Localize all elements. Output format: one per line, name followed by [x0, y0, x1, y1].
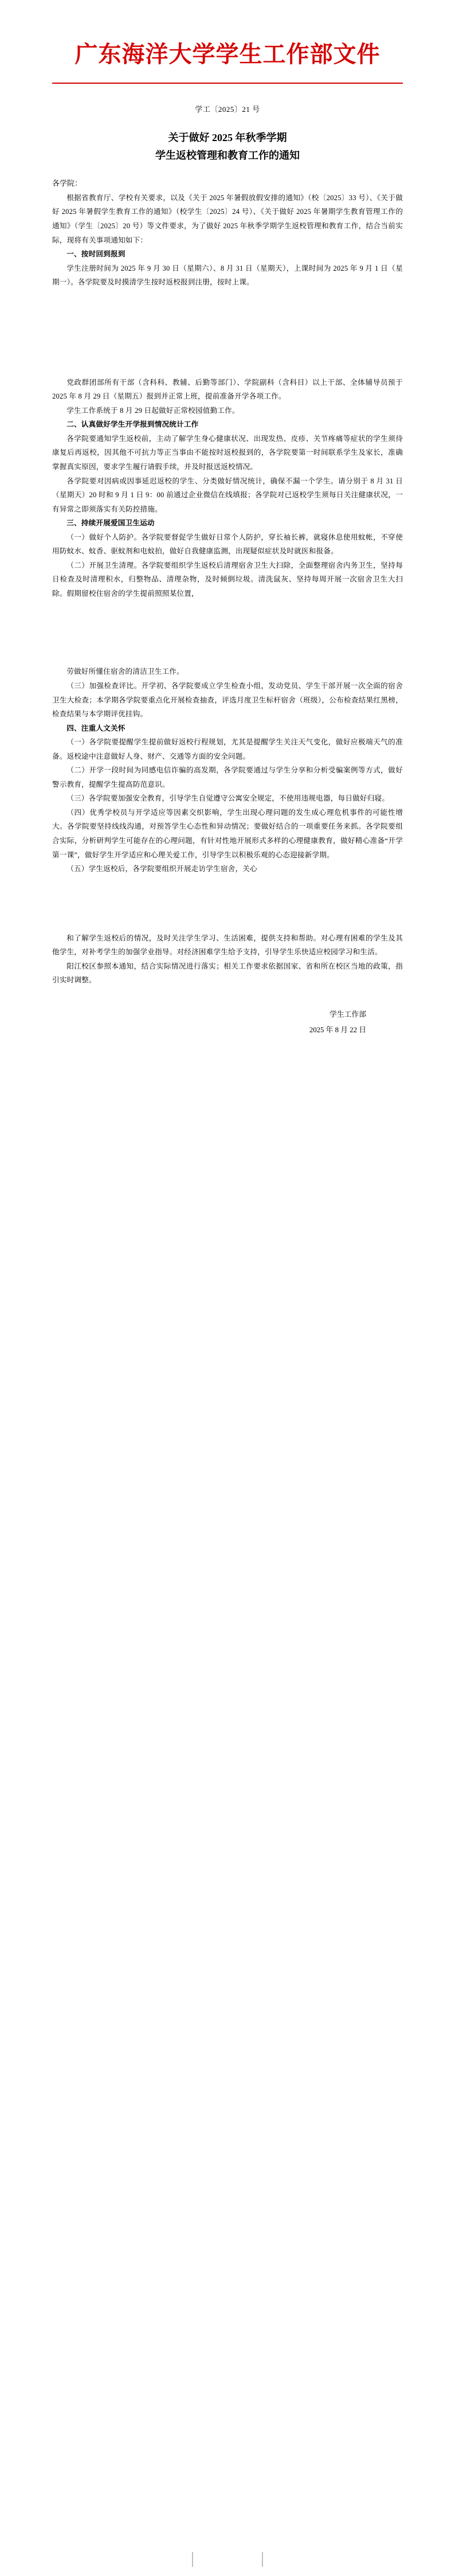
- paragraph: （二）开学一段时间为同感电信诈骗的高发期，各学院要通过与学生分享和分析受骗案例等方式，做好警示教育，提醒学生提高防范意识。: [52, 766, 403, 789]
- paragraph: （五）学生返校后，各学院要组织开展走访学生宿舍，关心: [66, 865, 257, 873]
- spacer: [52, 600, 403, 665]
- paragraph: 学生注册时间为 2025 年 9 月 30 日（星期六）、8 月 31 日（星期天），上课时间为 2025 年 9 月 1 日（星期一）。各学院要及时摸清学生按时返校报到注册，按时上课。: [52, 264, 403, 287]
- signature-org: 学生工作部: [330, 1010, 366, 1018]
- section-heading: 二、认真做好学生开学报到情况统计工作: [66, 420, 199, 429]
- section-heading: 三、持续开展爱国卫生运动: [66, 519, 155, 528]
- paragraph: （一）各学院要提醒学生提前做好返校行程规划，尤其是提醒学生关注天气变化，做好应极端天气的准备。返校途中注意做好人身、财产、交通等方面的安全问题。: [52, 738, 403, 760]
- section-heading: 四、注重人文关怀: [66, 724, 125, 732]
- paragraph: 和了解学生返校后的情况，及时关注学生学习、生活困难，提供支持和帮助。对心理有困难的学生及其他学生，对补考学生的加强学业指导。对经济困难学生给予支持，引导学生乐快适应校园学习和生活。: [52, 934, 403, 957]
- paragraph: 根据省教育厅、学校有关要求，以及《关于 2025 年暑假放假安排的通知》（校〔2025〕33 号）、《关于做好 2025 年暑假学生教育工作的通知》（校学生〔2025〕24 号）、《关于做好 2025 年暑期学生教育管理工作的通知》（学生〔2025〕20 号）等文件要求，为了做好 2025 年秋季学期学生返校管理和教育工作，结合当前实际，现将有关事项通知如下：: [52, 193, 403, 244]
- paragraph: （三）加强检查评比。开学初、各学院要成立学生检查小组，发动党员、学生干部开展一次全面的宿舍卫生大检查；本学期各学院要重点化开展检查抽查，评选月度卫生标杆宿舍（班级），公布检查结果红黑榜，检查结果与本学期评优挂钩。: [52, 682, 403, 719]
- document-title-line-2: 学生返校管理和教育工作的通知: [155, 149, 300, 161]
- document-title: [52, 129, 403, 164]
- masthead-title: 广东海洋大学学生工作部文件: [74, 41, 381, 67]
- spacer: [52, 876, 403, 931]
- paragraph: 阳江校区参照本通知，结合实际情况进行落实；相关工作要求依据国家、省和所在校区当地的政策，指引实时调整。: [52, 962, 403, 985]
- section-heading: 一、按时回到报到: [66, 250, 125, 259]
- bottom-spacer: [52, 1038, 403, 1285]
- paragraph: 各学院要通知学生返校前，主动了解学生身心健康状况、出现发热、皮疹、关节疼痛等症状的学生须待康复后再返校，因其他不可抗力等正当事由不能按时返校报到的，各学院要第一时间联系学生及家长，准确掌握真实原因，要求学生履行请假手续，并及时报送返校情况。: [52, 434, 403, 471]
- signature-block: [52, 1007, 403, 1038]
- footer-mark-right: [262, 2552, 263, 2567]
- paragraph: （二）开展卫生清理。各学院要组织学生返校后清理宿舍卫生大扫除，全面整理宿舍内务卫生，坚持每日检查及时清理积水，归整物品、清理杂物，及时倾倒垃圾。清洗鼠灰、坚持每周开展一次宿舍卫生大扫除。假期留校住宿舍的学生提前照照某位置，: [52, 561, 403, 598]
- paragraph: 劳做好所懂住宿舍的清洁卫生工作。: [66, 668, 184, 676]
- paragraph: 各学院要对因病或因事延迟返校的学生、分类做好情况统计，确保不漏一个学生。请分别于 8 月 31 日（星期天）20 时和 9 月 1 日 9：00 前通过企业微信在线填报；各学院对已返校学生须每日关注健康状况，一有异常之即须落实有关防控措施。: [52, 477, 403, 513]
- spacer: [52, 290, 403, 376]
- paragraph: （一）做好个人防护。各学院要督促学生做好日常个人防护，穿长袖长裤，就寝休息使用蚊帐，不穿使用防蚊水、蚊香、驱蚊剂和电蚊拍，做好自我健康监测，出现疑似症状及时就医和报备。: [52, 533, 403, 556]
- signature-date: 2025 年 8 月 22 日: [309, 1025, 366, 1034]
- masthead-red-rule: [52, 83, 403, 84]
- document-title-line-1: 关于做好 2025 年秋季学期: [168, 132, 287, 143]
- document-number: 学工〔2025〕21 号: [195, 105, 260, 114]
- paragraph: （三）各学院要加强安全教育，引导学生自觉遵守公寓安全规定，不使用违规电器，每日做好归寝。: [66, 794, 390, 803]
- paragraph: （四）优秀学校员与开学适应等因素交织影响，学生出现心理问题的发生成心理危机事件的可能性增大。各学院要坚持线线沟通，对预答学生心态性和异动情况；要做好结合的一项重要任务来抓。各学院要组合实际，分析研判学生可能存在的心理问题，有针对性地开展形式多样的心理健康教育，做好精心准备“开学第一课”，做好学生开学适应和心理关爱工作，引导学生以积极乐观的心态迎接新学期。: [52, 808, 403, 859]
- paragraph: 学生工作系统于 8 月 29 日起做好正常校园值勤工作。: [66, 406, 240, 415]
- document-body: [52, 0, 403, 1285]
- salutation: 各学院：: [52, 179, 83, 188]
- paragraph: 党政群团部所有干部（含科科、教辅、后勤等部门）、学院副科（含科目）以上干部、全体辅导员预于 2025 年 8 月 29 日（星期五）报到并正常上班，提前准备开学各项工作。: [52, 378, 403, 401]
- footer-mark-left: [192, 2552, 193, 2567]
- page-footer-marks: [0, 2552, 455, 2567]
